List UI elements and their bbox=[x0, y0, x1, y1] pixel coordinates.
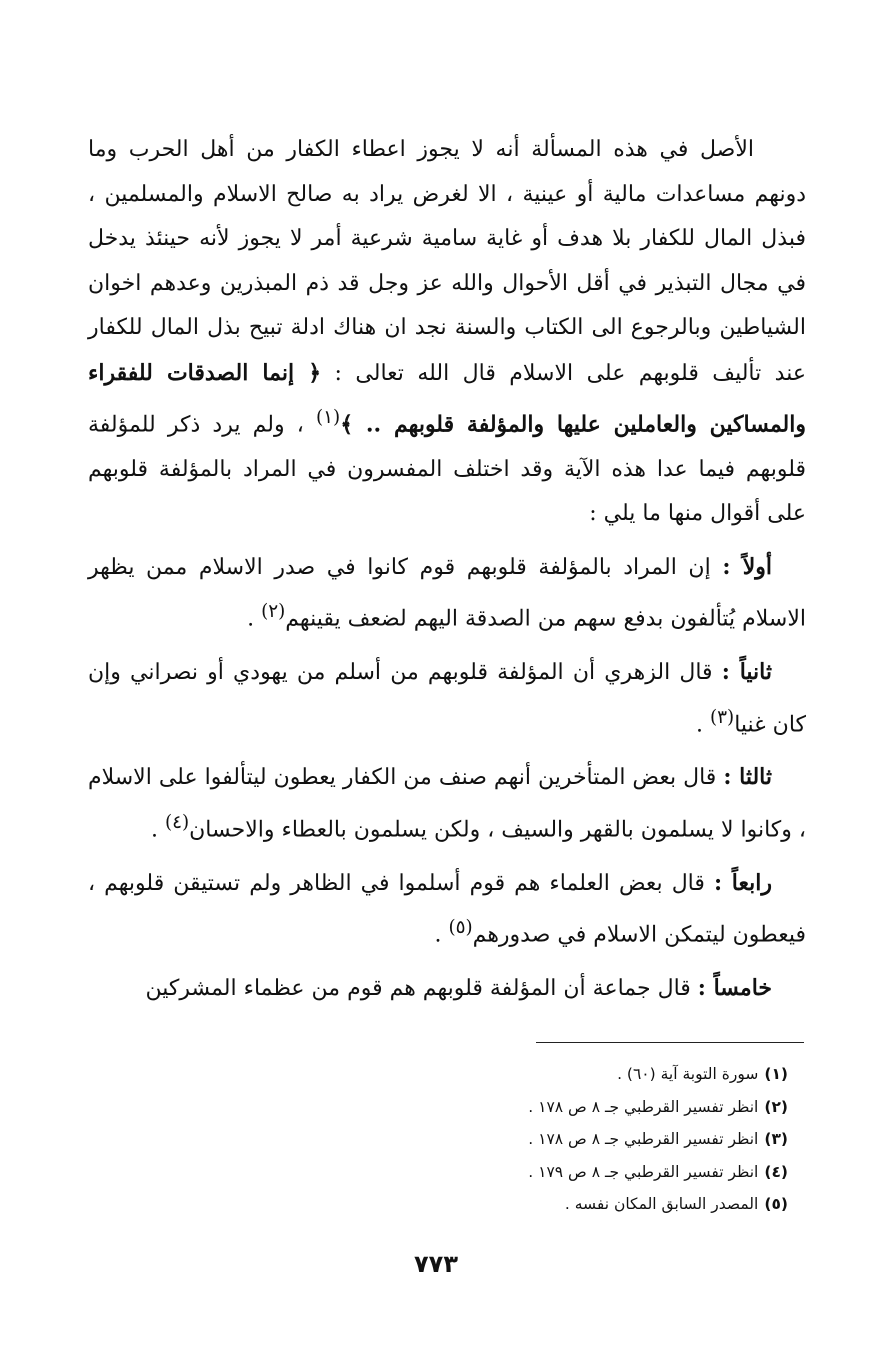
intro-continuation: ، ولم يرد ذكر للمؤلفة قلوبهم فيما عدا هذه الآية وقد اختلف المفسرون في المراد بالمؤلفة قلوبهم على أقوال منها ما يلي : bbox=[88, 412, 806, 527]
quran-verse: ﴿ إنما الصدقات للفقراء والمساكين والعاملين عليها والمؤلفة قلوبهم .. ﴾ bbox=[88, 359, 806, 438]
opinion-3-text: قال بعض المتأخرين أنهم صنف من الكفار يعطون ليتألفوا على الاسلام ، وكانوا لا يسلمون بالقهر والسيف ، ولكن يسلمون بالعطاء والاحسان bbox=[88, 765, 806, 843]
opinion-1-text: إن المراد بالمؤلفة قلوبهم قوم كانوا في صدر الاسلام ممن يظهر الاسلام يُتألفون بدفع سهم من الصدقة اليهم لضعف يقينهم bbox=[88, 554, 806, 632]
opinion-5-text: قال جماعة أن المؤلفة قلوبهم هم قوم من عظماء المشركين bbox=[145, 976, 691, 1002]
intro-paragraph bbox=[88, 128, 806, 537]
opinion-2-text: قال الزهري أن المؤلفة قلوبهم من أسلم من يهودي أو نصراني وإن كان غنيا bbox=[88, 660, 806, 737]
footnote-5 bbox=[228, 1188, 788, 1221]
opinion-3-end: . bbox=[150, 817, 165, 843]
opinion-3 bbox=[88, 755, 806, 852]
opinion-1-end: . bbox=[247, 606, 262, 632]
footnote-1-number: (١) bbox=[764, 1065, 788, 1083]
opinion-4 bbox=[88, 861, 806, 958]
footnotes bbox=[228, 1058, 788, 1221]
opinion-5-lead: خامساً : bbox=[697, 975, 772, 1002]
footnote-4-number: (٤) bbox=[764, 1162, 788, 1181]
footnote-ref-4[interactable]: (٤) bbox=[164, 811, 190, 833]
opinion-3-lead: ثالثا : bbox=[723, 764, 772, 791]
footnote-1 bbox=[228, 1058, 788, 1091]
opinion-4-lead: رابعاً : bbox=[713, 869, 772, 896]
footnote-2-text: انظر تفسير القرطبي جـ ٨ ص ١٧٨ . bbox=[528, 1097, 759, 1116]
footnote-4-text: انظر تفسير القرطبي جـ ٨ ص ١٧٩ . bbox=[528, 1162, 759, 1181]
footnote-3 bbox=[228, 1123, 788, 1156]
opinion-2 bbox=[88, 650, 806, 747]
page-number: ٧٧٣ bbox=[414, 1250, 458, 1278]
opinion-4-end: . bbox=[434, 922, 449, 948]
opinion-1 bbox=[88, 545, 806, 642]
footnote-2 bbox=[228, 1091, 788, 1124]
footnote-ref-2[interactable]: (٢) bbox=[261, 601, 286, 623]
footnote-ref-1[interactable]: (١) bbox=[316, 407, 341, 428]
footnote-3-text: انظر تفسير القرطبي جـ ٨ ص ١٧٨ . bbox=[528, 1130, 759, 1148]
footnote-5-number: (٥) bbox=[764, 1195, 788, 1213]
footnote-5-text: المصدر السابق المكان نفسه . bbox=[564, 1195, 759, 1213]
opinion-4-text: قال بعض العلماء هم قوم أسلموا في الظاهر ولم تستيقن قلوبهم ، فيعطون ليتمكن الاسلام في صدورهم bbox=[88, 870, 806, 948]
opinion-2-end: . bbox=[696, 711, 711, 737]
opinion-5 bbox=[88, 966, 806, 1012]
page-body bbox=[88, 128, 806, 1012]
footnote-1-text: سورة التوبة آية (٦٠) . bbox=[617, 1065, 759, 1083]
footnote-2-number: (٢) bbox=[764, 1097, 788, 1116]
footnote-ref-5[interactable]: (٥) bbox=[448, 917, 473, 939]
opinion-1-lead: أولاً : bbox=[722, 553, 772, 580]
footnote-ref-3[interactable]: (٣) bbox=[710, 706, 735, 728]
footnote-3-number: (٣) bbox=[764, 1130, 788, 1148]
intro-text: الأصل في هذه المسألة أنه لا يجوز اعطاء الكفار من أهل الحرب وما دونهم مساعدات مالية أو عينية ، الا لغرض يراد به صالح الاسلام والمسلمين ، فبذل المال للكفار بلا هدف أو غاية سامية شرعية أمر لا يجوز لأنه حينئذ يدخل في مجال التبذير في أقل الأحوال والله عز وجل قد ذم المبذرين وعدهم اخوان الشياطين وبالرجوع الى الكتاب والسنة نجد ان هناك ادلة تبيح بذل المال للكفار عند تأليف قلوبهم على الاسلام قال الله تعالى : bbox=[88, 137, 806, 386]
opinion-2-lead: ثانياً : bbox=[721, 659, 772, 686]
footnote-divider bbox=[536, 1042, 804, 1043]
footnote-4 bbox=[228, 1156, 788, 1189]
